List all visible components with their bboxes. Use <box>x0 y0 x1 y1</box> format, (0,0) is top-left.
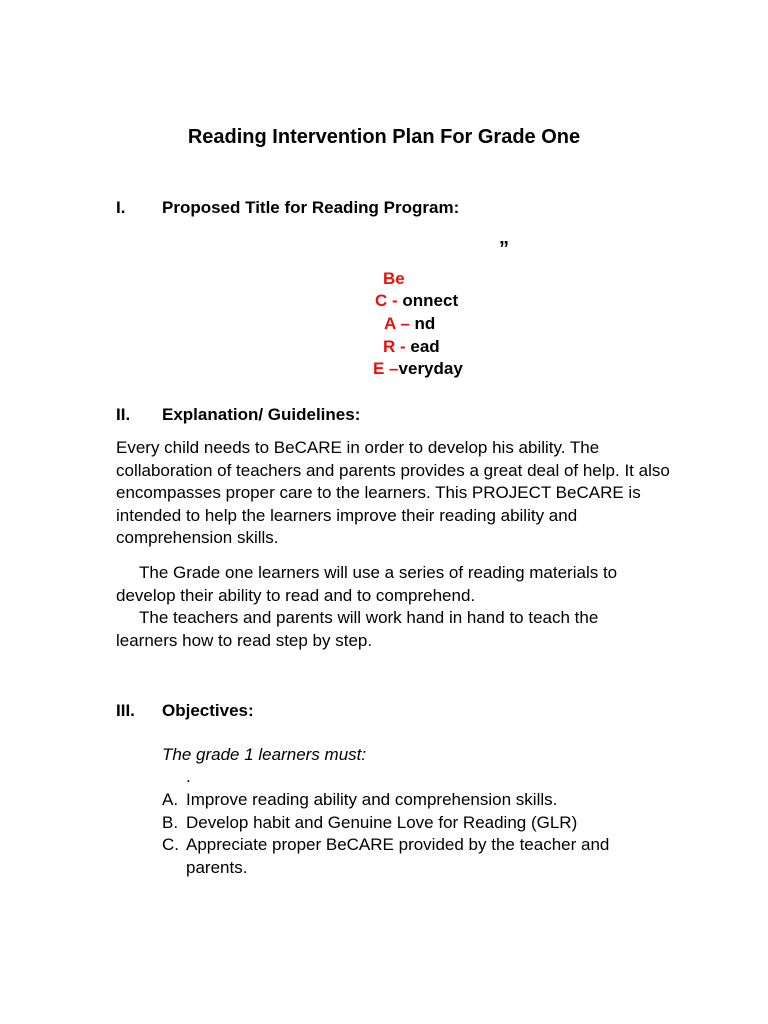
objective-item-b <box>0 812 768 835</box>
section-1-number: I. <box>116 198 126 217</box>
paragraph-2-line-2: develop their ability to read and to comprehend. <box>116 586 476 605</box>
objective-text: Develop habit and Genuine Love for Reading (GLR) <box>186 813 578 832</box>
acronym-line-read <box>383 336 440 358</box>
objective-text: Appreciate proper BeCARE provided by the teacher and parents. <box>186 835 610 877</box>
section-1-heading: Proposed Title for Reading Program: <box>162 198 460 217</box>
acronym-letter: Be <box>383 269 405 288</box>
objective-item-c <box>0 834 768 880</box>
page-title: Reading Intervention Plan For Grade One <box>187 126 581 148</box>
objective-letter: C. <box>162 835 179 854</box>
acronym-word: nd <box>414 314 436 333</box>
paragraph-2-line-1: The Grade one learners will use a series of reading materials to <box>139 563 618 582</box>
acronym-letter: R - <box>383 337 411 356</box>
objective-letter: B. <box>162 813 179 832</box>
paragraph-3-line-2: learners how to read step by step. <box>116 631 373 650</box>
acronym-letter: C - <box>375 291 403 310</box>
objective-letter: A. <box>162 790 179 809</box>
objectives-intro: The grade 1 learners must: <box>162 745 367 764</box>
acronym-word: veryday <box>398 359 463 378</box>
explanation-paragraph: Every child needs to BeCARE in order to develop his ability. The collaboration of teachers and parents provides a great deal of help. It also encompasses proper care to the learners. This PROJECT BeCARE is intended to help the learners improve their reading ability and comprehension skills. <box>116 438 670 548</box>
acronym-letter: A – <box>384 314 415 333</box>
objective-text: Improve reading ability and comprehension skills. <box>186 790 558 809</box>
section-2-heading: Explanation/ Guidelines: <box>162 405 361 424</box>
closing-quote-mark: ” <box>499 238 509 260</box>
acronym-line-be <box>383 268 405 290</box>
acronym-line-connect <box>375 290 458 312</box>
section-3-number: III. <box>116 701 135 720</box>
section-3-heading: Objectives: <box>162 701 254 720</box>
acronym-line-everyday <box>373 358 463 380</box>
paragraph-3-line-1: The teachers and parents will work hand in hand to teach the <box>139 608 599 627</box>
acronym-line-and <box>384 313 435 335</box>
acronym-letter: E – <box>373 359 399 378</box>
acronym-word: onnect <box>402 291 459 310</box>
acronym-word: ead <box>410 337 440 356</box>
stray-dot: . <box>186 767 191 786</box>
section-2-number: II. <box>116 405 131 424</box>
objective-item-a <box>0 789 768 812</box>
